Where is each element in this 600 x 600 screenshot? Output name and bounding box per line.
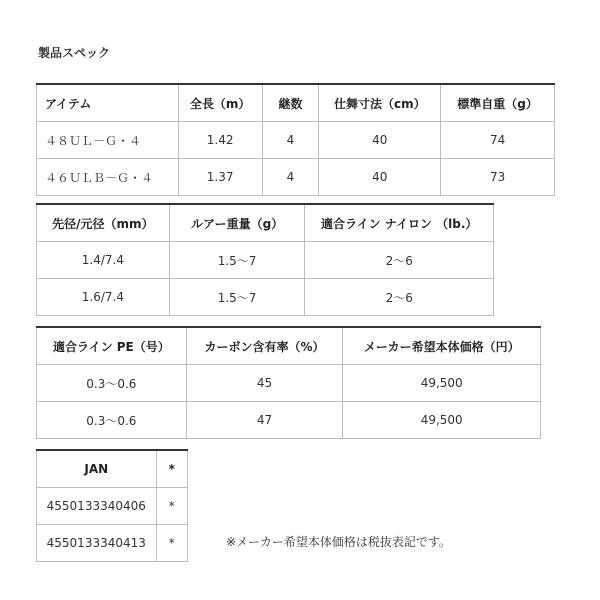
cell-pe-line: 0.3～0.6 — [37, 402, 187, 439]
cell-closed-length: 40 — [319, 159, 441, 196]
cell-jan: 4550133340406 — [37, 488, 157, 525]
table-row — [37, 242, 494, 279]
header-closed-length: 仕舞寸法（cm） — [319, 84, 441, 122]
table-row — [37, 365, 541, 402]
cell-carbon-content: 47 — [186, 402, 343, 439]
table-row — [37, 402, 541, 439]
cell-price: 49,500 — [343, 365, 541, 402]
cell-lure-weight: 1.5～7 — [169, 279, 305, 316]
spec-table-pe-price — [36, 326, 541, 439]
cell-length: 1.42 — [178, 122, 262, 159]
header-weight: 標準自重（g） — [441, 84, 555, 122]
header-nylon-line: 適合ライン ナイロン （lb.） — [305, 204, 494, 242]
table-row — [37, 159, 555, 196]
header-item: アイテム — [37, 84, 179, 122]
table-row — [37, 488, 188, 525]
cell-sections: 4 — [262, 122, 319, 159]
cell-asterisk: * — [156, 488, 187, 525]
header-asterisk: * — [156, 450, 187, 488]
cell-pe-line: 0.3～0.6 — [37, 365, 187, 402]
header-tip-butt: 先径/元径（mm） — [37, 204, 170, 242]
cell-weight: 73 — [441, 159, 555, 196]
header-length: 全長（m） — [178, 84, 262, 122]
header-pe-line: 適合ライン PE（号） — [37, 327, 187, 365]
table-row — [37, 525, 188, 562]
table-header-row — [37, 84, 555, 122]
spec-table-jan — [36, 449, 188, 562]
cell-jan: 4550133340413 — [37, 525, 157, 562]
cell-item: ４８ＵＬ－Ｇ・４ — [37, 122, 179, 159]
cell-asterisk: * — [156, 525, 187, 562]
header-jan: JAN — [37, 450, 157, 488]
cell-weight: 74 — [441, 122, 555, 159]
header-lure-weight: ルアー重量（g） — [169, 204, 305, 242]
table-row — [37, 122, 555, 159]
cell-tip-butt: 1.6/7.4 — [37, 279, 170, 316]
cell-tip-butt: 1.4/7.4 — [37, 242, 170, 279]
cell-nylon-line: 2～6 — [305, 279, 494, 316]
cell-closed-length: 40 — [319, 122, 441, 159]
table-header-row — [37, 450, 188, 488]
spec-table-item — [36, 83, 555, 196]
table-row — [37, 279, 494, 316]
header-price: メーカー希望本体価格（円） — [343, 327, 541, 365]
header-carbon-content: カーボン含有率（%） — [186, 327, 343, 365]
cell-item: ４６ＵＬＢ－Ｇ・４ — [37, 159, 179, 196]
page-title: 製品スペック — [38, 46, 111, 60]
cell-price: 49,500 — [343, 402, 541, 439]
cell-sections: 4 — [262, 159, 319, 196]
header-sections: 継数 — [262, 84, 319, 122]
table-header-row — [37, 327, 541, 365]
price-note: ※メーカー希望本体価格は税抜表記です。 — [226, 535, 451, 549]
cell-lure-weight: 1.5～7 — [169, 242, 305, 279]
cell-nylon-line: 2～6 — [305, 242, 494, 279]
spec-table-tip-lure — [36, 203, 494, 316]
table-header-row — [37, 204, 494, 242]
cell-length: 1.37 — [178, 159, 262, 196]
cell-carbon-content: 45 — [186, 365, 343, 402]
